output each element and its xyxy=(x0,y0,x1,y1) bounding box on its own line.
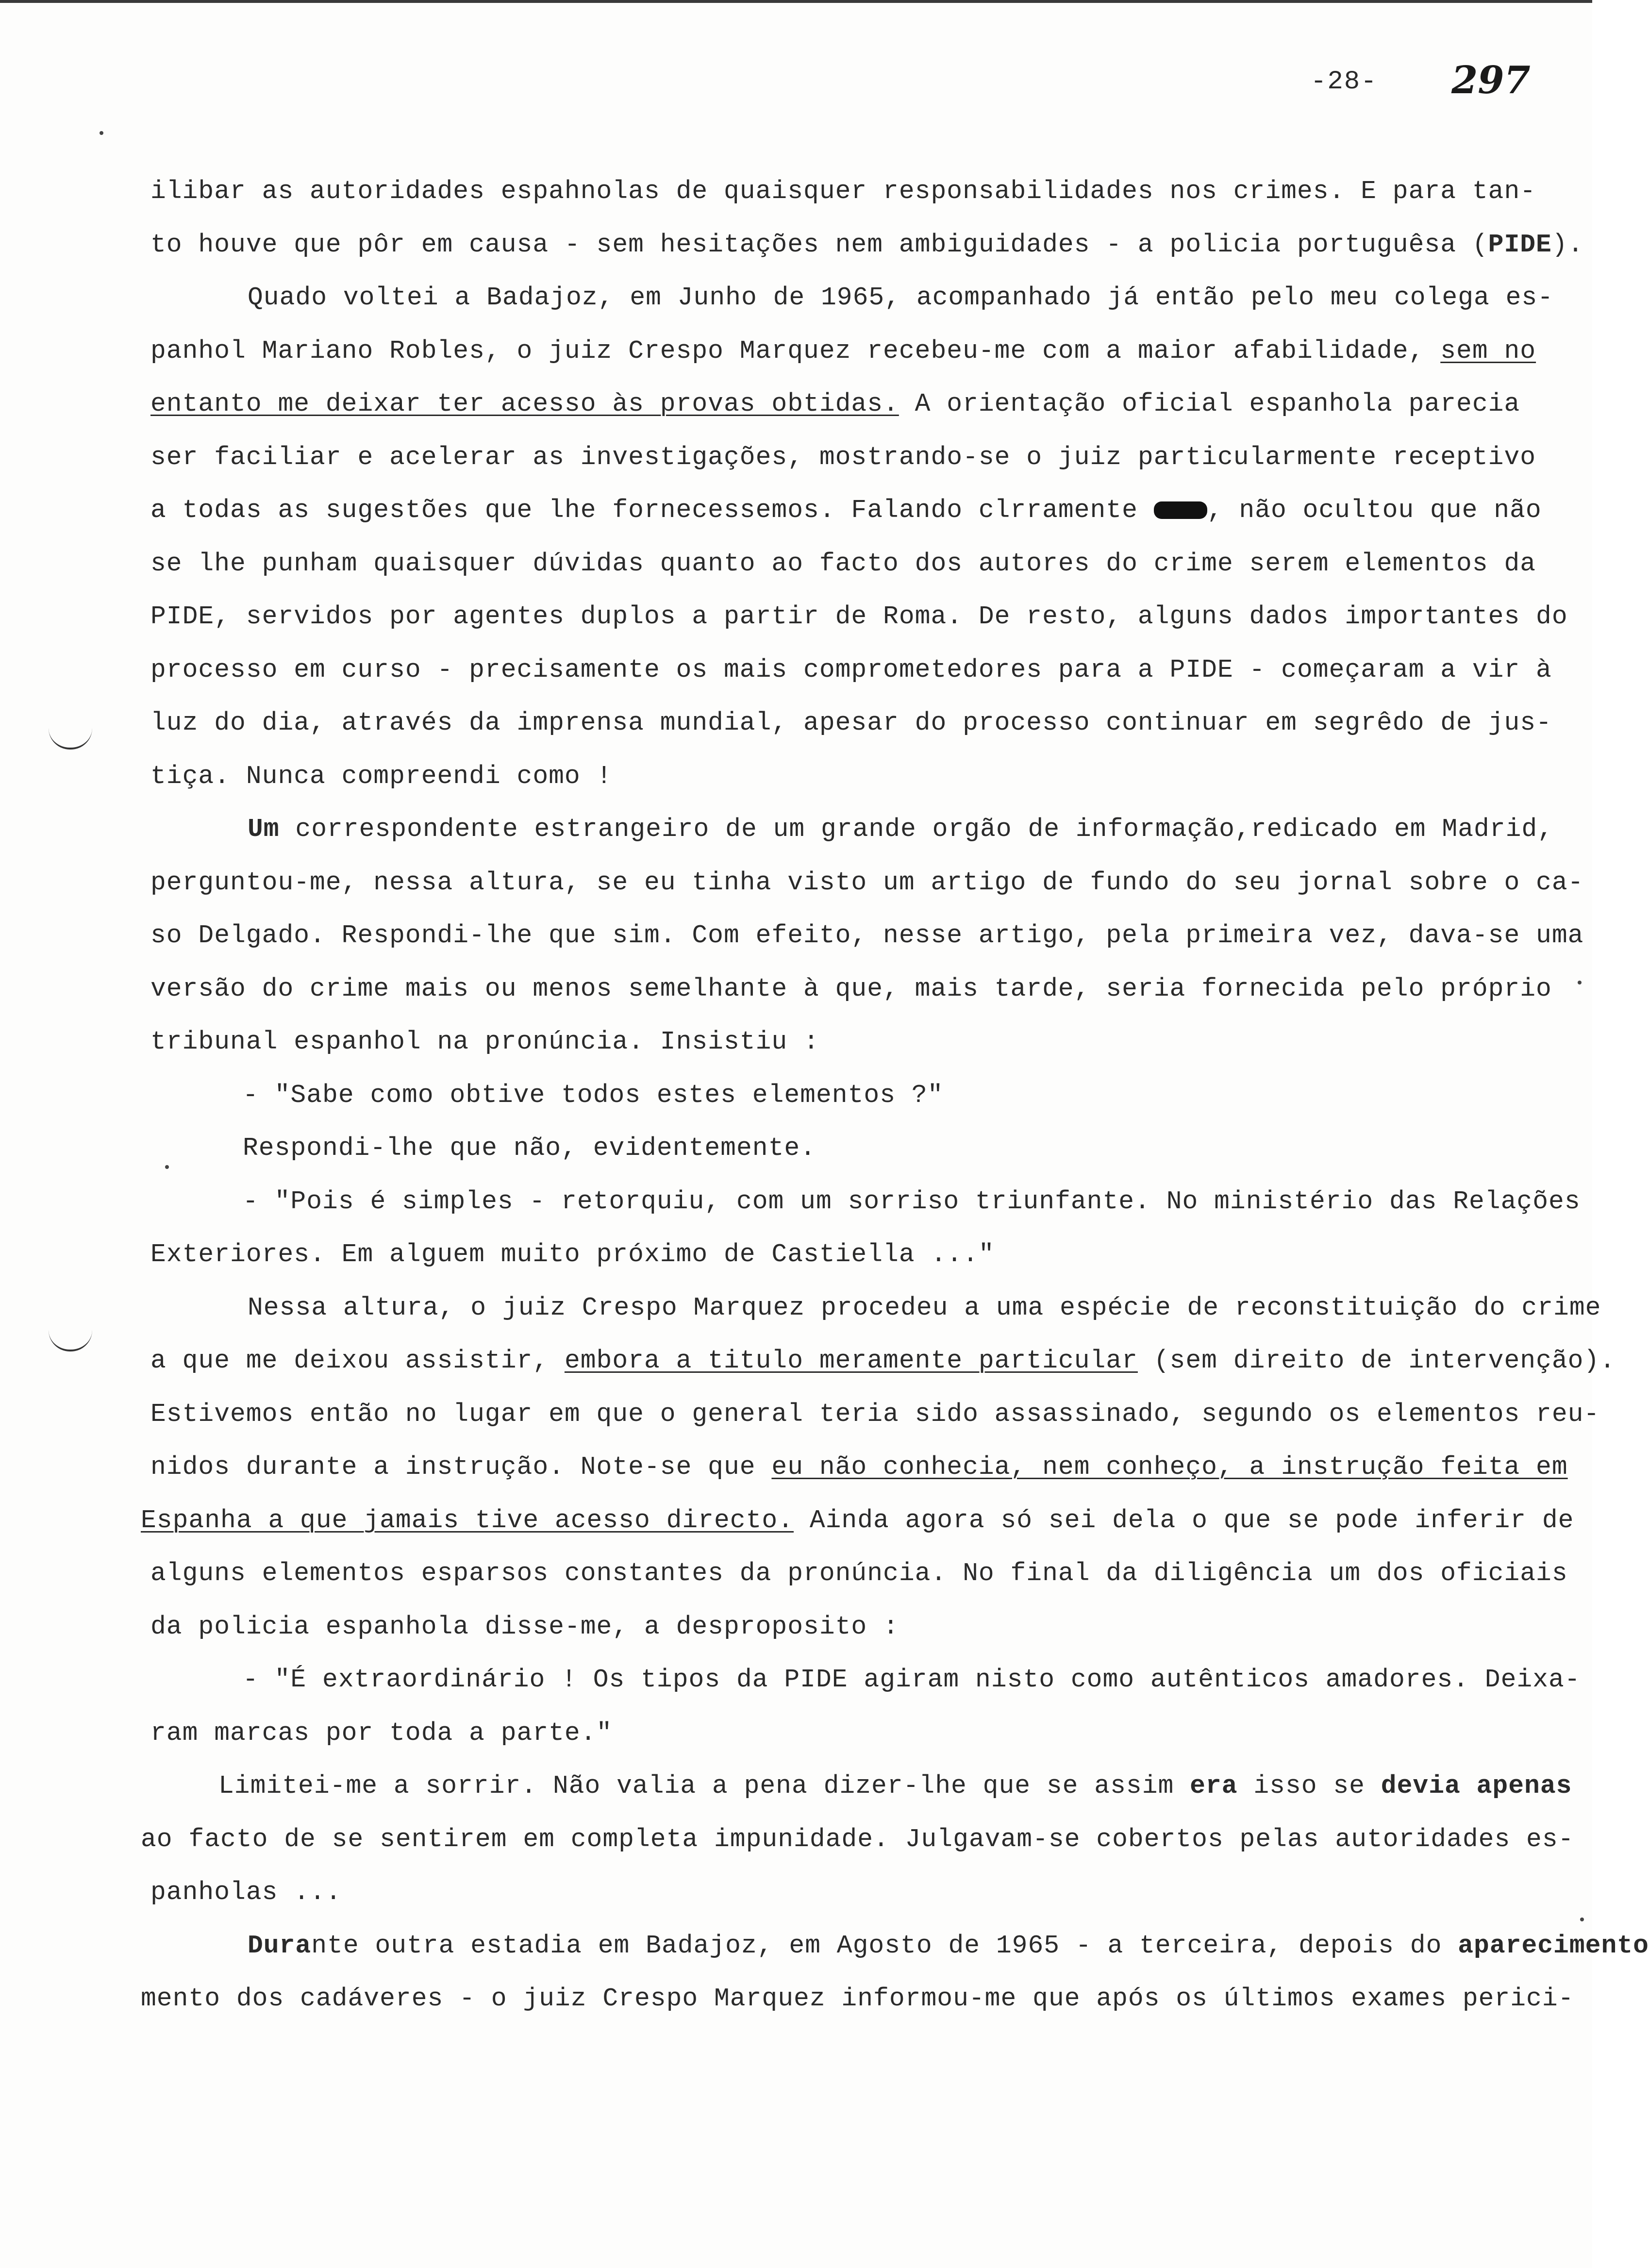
text-line: to houve que pôr em causa - sem hesitações nem ambiguidades - a policia portuguêsa (PIDE). xyxy=(150,230,1584,259)
text-line: Limitei-me a sorrir. Não valia a pena dizer-lhe que se assim era isso se devia apenas xyxy=(218,1771,1572,1801)
handwritten-page-number: 297 xyxy=(1451,58,1531,102)
text-line: panhol Mariano Robles, o juiz Crespo Marquez recebeu-me com a maior afabilidade, sem no xyxy=(150,336,1536,366)
margin-mark xyxy=(49,728,92,750)
top-border-rule xyxy=(0,0,1592,3)
text-line: - "Pois é simples - retorquiu, com um sorriso triunfante. No ministério das Relações xyxy=(243,1186,1581,1216)
text-line: tribunal espanhol na pronúncia. Insistiu : xyxy=(150,1027,819,1056)
text-line: entanto me deixar ter acesso às provas obtidas. A orientação oficial espanhola parecia xyxy=(150,389,1520,418)
text-line: ao facto de se sentirem em completa impunidade. Julgavam-se cobertos pelas autoridades es- xyxy=(141,1824,1574,1854)
text-line: mento dos cadáveres - o juiz Crespo Marquez informou-me que após os últimos exames perici- xyxy=(141,1984,1574,2013)
text-line: tiça. Nunca compreendi como ! xyxy=(150,761,613,791)
margin-mark xyxy=(49,1330,92,1351)
text-line: Nessa altura, o juiz Crespo Marquez procedeu a uma espécie de reconstituição do crime xyxy=(248,1293,1601,1322)
redaction-mark xyxy=(1154,501,1207,519)
text-line: ilibar as autoridades espahnolas de quaisquer responsabilidades nos crimes. E para tan- xyxy=(150,177,1536,206)
text-line: a todas as sugestões que lhe fornecessemos. Falando clrramente , não ocultou que não xyxy=(150,496,1542,525)
text-line: ser faciliar e acelerar as investigações, mostrando-se o juiz particularmente receptivo xyxy=(150,442,1536,472)
text-line: a que me deixou assistir, embora a titulo meramente particular (sem direito de intervenção). xyxy=(150,1346,1616,1375)
text-line: ram marcas por toda a parte." xyxy=(150,1718,613,1748)
text-line: processo em curso - precisamente os mais comprometedores para a PIDE - começaram a vir à xyxy=(150,655,1552,684)
text-line: panholas ... xyxy=(150,1878,342,1907)
text-line: Espanha a que jamais tive acesso directo. Ainda agora só sei dela o que se pode inferir de xyxy=(141,1505,1574,1535)
text-line: Durante outra estadia em Badajoz, em Agosto de 1965 - a terceira, depois do aparecimento xyxy=(248,1931,1649,1960)
text-line: luz do dia, através da imprensa mundial, apesar do processo continuar em segrêdo de jus- xyxy=(150,708,1552,737)
text-line: PIDE, servidos por agentes duplos a partir de Roma. De resto, alguns dados importantes do xyxy=(150,602,1568,631)
page-number: -28- xyxy=(1311,67,1378,97)
text-line: se lhe punham quaisquer dúvidas quanto ao facto dos autores do crime serem elementos da xyxy=(150,549,1536,578)
speck xyxy=(1578,981,1582,984)
text-line: - "Sabe como obtive todos estes elementos ?" xyxy=(243,1080,944,1110)
text-line: nidos durante a instrução. Note-se que eu não conhecia, nem conheço, a instrução feita em xyxy=(150,1452,1568,1482)
speck xyxy=(100,131,103,135)
text-line: perguntou-me, nessa altura, se eu tinha visto um artigo de fundo do seu jornal sobre o ca- xyxy=(150,867,1584,897)
text-line: Respondi-lhe que não, evidentemente. xyxy=(243,1134,816,1163)
text-line: so Delgado. Respondi-lhe que sim. Com efeito, nesse artigo, pela primeira vez, dava-se uma xyxy=(150,921,1584,950)
text-line: Exteriores. Em alguem muito próximo de Castiella ..." xyxy=(150,1240,995,1269)
text-line: Um correspondente estrangeiro de um grande orgão de informação,redicado em Madrid, xyxy=(248,815,1554,844)
document-body xyxy=(141,165,1649,2026)
text-line: alguns elementos esparsos constantes da pronúncia. No final da diligência um dos oficiais xyxy=(150,1559,1568,1588)
text-line: - "É extraordinário ! Os tipos da PIDE agiram nisto como autênticos amadores. Deixa- xyxy=(243,1665,1581,1694)
text-line: Quado voltei a Badajoz, em Junho de 1965, acompanhado já então pelo meu colega es- xyxy=(248,283,1554,312)
text-line: da policia espanhola disse-me, a desproposito : xyxy=(150,1612,899,1641)
text-line: versão do crime mais ou menos semelhante à que, mais tarde, seria fornecida pelo próprio xyxy=(150,974,1552,1003)
text-line: Estivemos então no lugar em que o general teria sido assassinado, segundo os elementos reu- xyxy=(150,1399,1600,1429)
